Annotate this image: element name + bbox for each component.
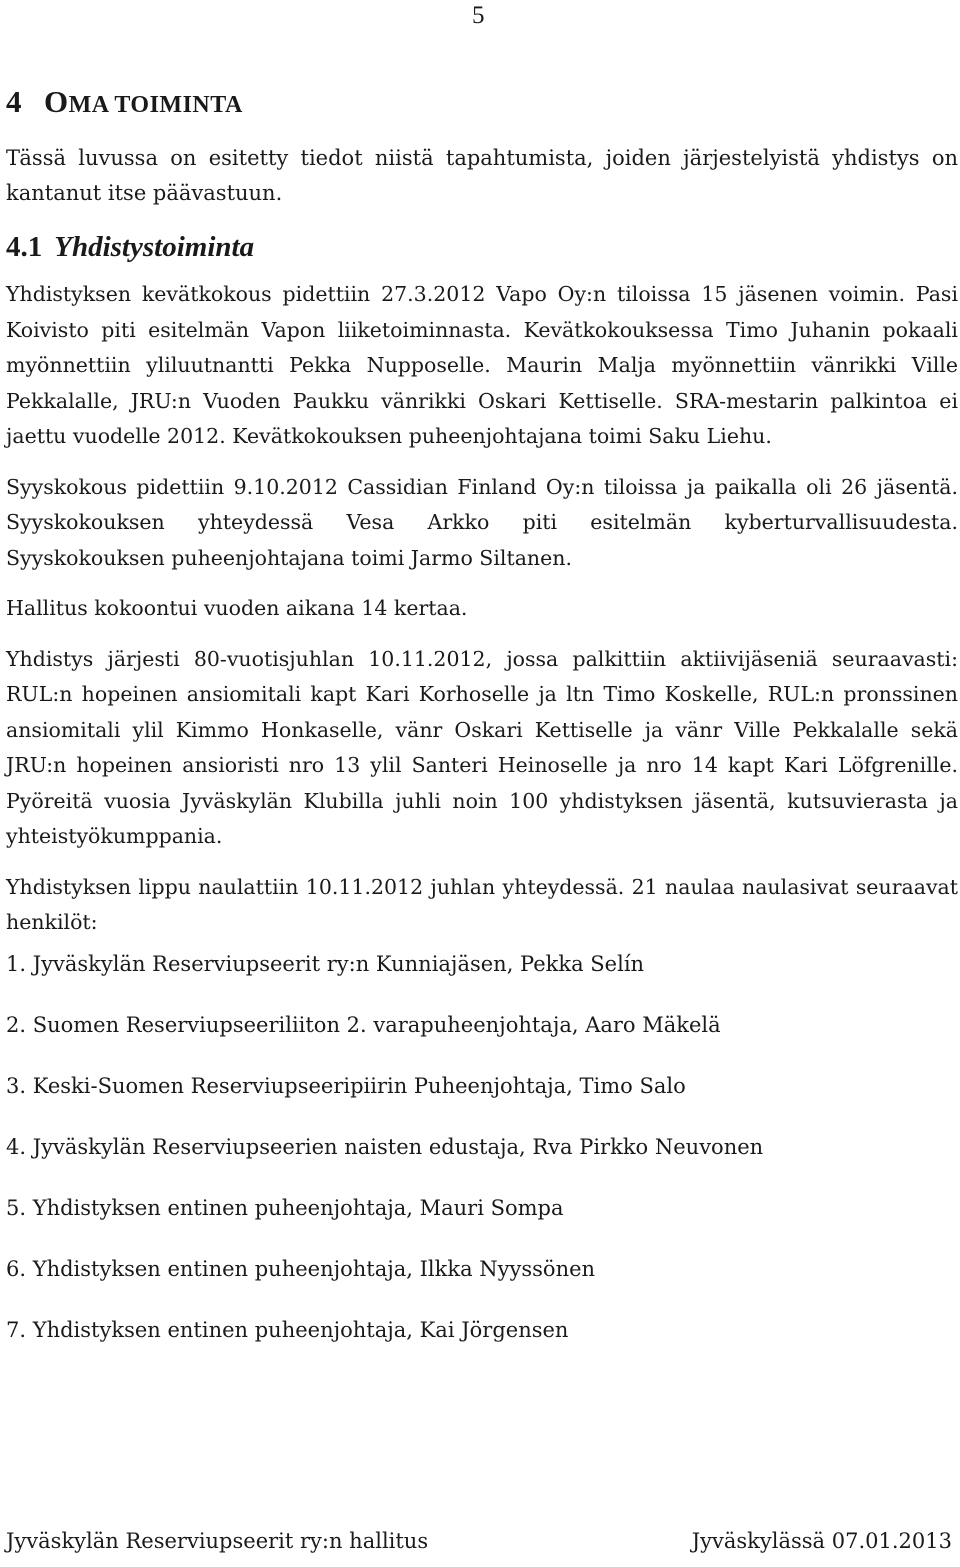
paragraph-kevatkokous: Yhdistyksen kevätkokous pidettiin 27.3.2012 Vapo Oy:n tiloissa 15 jäsenen voimin. Pasi Koivisto piti esitelmän Vapon liiketoiminnasta. Kevätkokouksessa Timo Juhanin pokaali myönnettiin yliluutnantti Pekka Nupposelle. Maurin Malja myönnettiin vänrikki Ville Pekkalalle, JRU:n Vuoden Paukku vänrikki Oskari Kettiselle. SRA-mestarin palkintoa ei jaettu vuodelle 2012. Kevätkokouksen puheenjohtajana toimi Saku Liehu. <box>6 282 958 448</box>
chapter-title-rest: MA TOIMINTA <box>68 92 243 118</box>
list-item: 4. Jyväskylän Reserviupseerien naisten edustaja, Rva Pirkko Neuvonen <box>6 1134 764 1159</box>
list-item: 3. Keski-Suomen Reserviupseeripiirin Puheenjohtaja, Timo Salo <box>6 1073 686 1098</box>
footer-date: Jyväskylässä 07.01.2013 <box>691 1529 952 1553</box>
section-title: Yhdistystoiminta <box>54 231 255 263</box>
chapter-number: 4 <box>6 84 22 119</box>
section-number: 4.1 <box>6 231 43 263</box>
list-item: 2. Suomen Reserviupseeriliiton 2. varapuheenjohtaja, Aaro Mäkelä <box>6 1012 721 1037</box>
paragraph-syyskokous: Syyskokous pidettiin 9.10.2012 Cassidian Finland Oy:n tiloissa ja paikalla oli 26 jäsentä. Syyskokouksen yhteydessä Vesa Arkko piti esitelmän kyberturvallisuudesta. Syyskokouksen puheenjohtajana toimi Jarmo Siltanen. <box>6 474 958 570</box>
list-item: 6. Yhdistyksen entinen puheenjohtaja, Ilkka Nyyssönen <box>6 1256 596 1281</box>
paragraph-juhla: Yhdistys järjesti 80-vuotisjuhlan 10.11.2012, jossa palkittiin aktiivijäseniä seuraavasti: RUL:n hopeinen ansiomitali kapt Kari Korhoselle ja ltn Timo Koskelle, RUL:n pronssinen ansiomitali ylil Kimmo Honkaselle, vänr Oskari Kettiselle ja vänr Ville Pekkalalle sekä JRU:n hopeinen ansioristi nro 13 ylil Santeri Heinoselle ja nro 14 kapt Kari Löfgrenille. Pyöreitä vuosia Jyväskylän Klubilla juhli noin 100 yhdistyksen jäsentä, kutsuvierasta ja yhteistyökumppania. <box>6 646 958 848</box>
list-item: 7. Yhdistyksen entinen puheenjohtaja, Kai Jörgensen <box>6 1317 569 1342</box>
list-item: 5. Yhdistyksen entinen puheenjohtaja, Mauri Sompa <box>6 1195 564 1220</box>
footer-organization: Jyväskylän Reserviupseerit ry:n hallitus <box>6 1529 429 1553</box>
paragraph-hallitus: Hallitus kokoontui vuoden aikana 14 kertaa. <box>6 596 468 620</box>
document-body <box>6 82 958 1376</box>
page-footer <box>6 1526 952 1556</box>
paragraph-lippu: Yhdistyksen lippu naulattiin 10.11.2012 juhlan yhteydessä. 21 naulaa naulasivat seuraavat henkilöt: <box>6 874 958 934</box>
section-heading <box>6 229 958 265</box>
chapter-title-initial: O <box>44 84 69 119</box>
page-number: 5 <box>472 2 485 29</box>
nailers-list <box>6 949 958 1345</box>
chapter-intro: Tässä luvussa on esitetty tiedot niistä tapahtumista, joiden järjestelyistä yhdistys on kantanut itse päävastuun. <box>6 146 958 205</box>
list-item: 1. Jyväskylän Reserviupseerit ry:n Kunniajäsen, Pekka Selín <box>6 951 645 976</box>
chapter-heading <box>6 82 958 125</box>
